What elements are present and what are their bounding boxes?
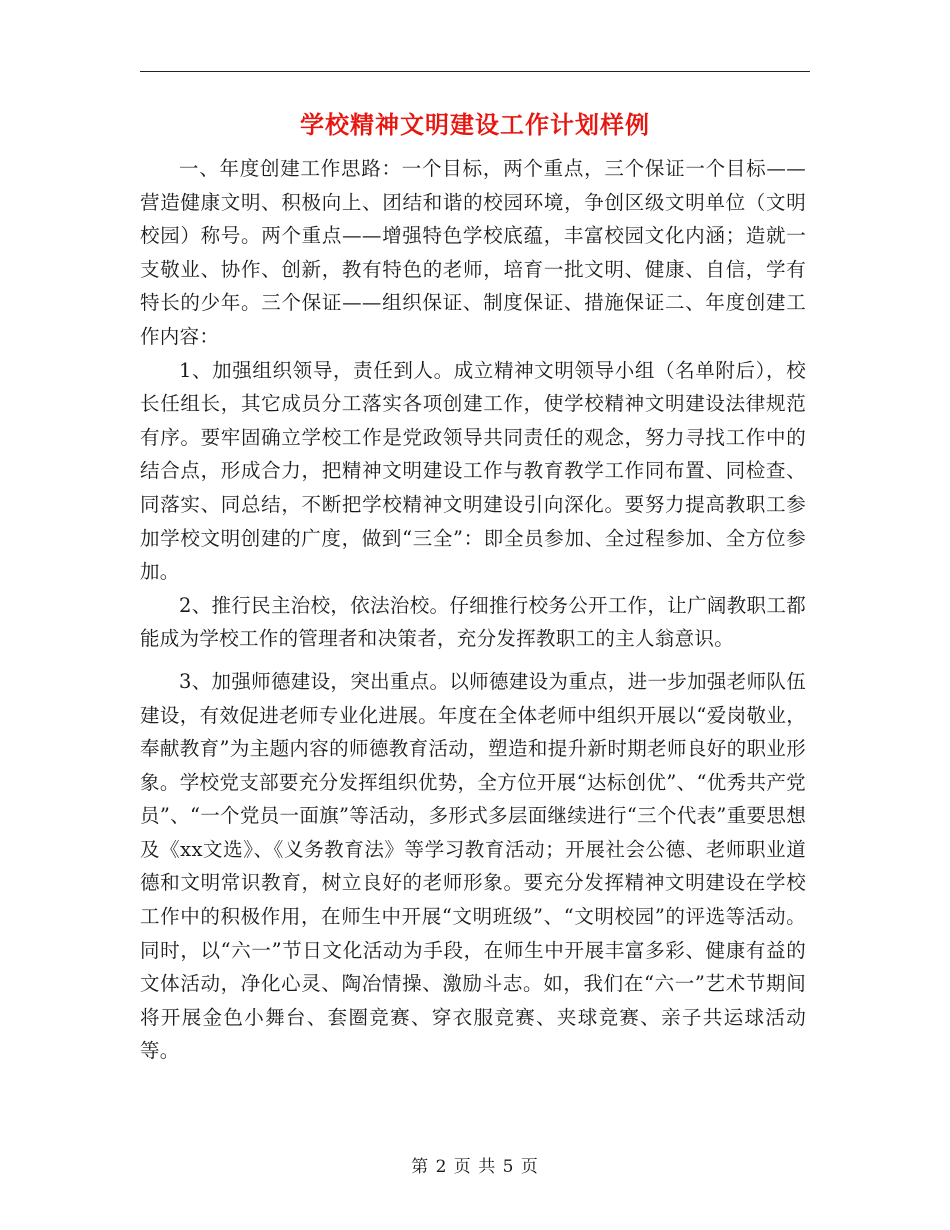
paragraph-teacher-ethics: 3、加强师德建设，突出重点。以师德建设为重点，进一步加强老师队伍建设，有效促进老师专业化进展。年度在全体老师中组织开展以“爱岗敬业，奉献教育”为主题内容的师德教育活动，塑造和提升新时期老师良好的职业形象。学校党支部要充分发挥组织优势，全方位开展“达标创优”、“优秀共产党员”、“一个党员一面旗”等活动，多形式多层面继续进行“三个代表”重要思想及《xx文选》、《义务教育法》等学习教育活动；开展社会公德、老师职业道德和文明常识教育，树立良好的老师形象。要充分发挥精神文明建设在学校工作中的积极作用，在师生中开展“文明班级”、“文明校园”的评选等活动。同时，以“六一”节日文化活动为手段，在师生中开展丰富多彩、健康有益的文体活动，净化心灵、陶冶情操、激励斗志。如，我们在“六一”艺术节期间将开展金色小舞台、套圈竞赛、穿衣服竞赛、夹球竞赛、亲子共运球活动等。: [140, 669, 806, 1063]
paragraph-democratic-governance: 2、推行民主治校，依法治校。仔细推行校务公开工作，让广阔教职工都能成为学校工作的管理者和决策者，充分发挥教职工的主人翁意识。: [140, 593, 806, 651]
header-rule: [140, 71, 810, 72]
paragraph-work-ideas: 一、年度创建工作思路：一个目标，两个重点，三个保证一个目标——营造健康文明、积极向上、团结和谐的校园环境，争创区级文明单位（文明校园）称号。两个重点——增强特色学校底蕴，丰富校园文化内涵；造就一支敬业、协作、创新，教有特色的老师，培育一批文明、健康、自信，学有特长的少年。三个保证——组织保证、制度保证、措施保证二、年度创建工作内容：: [140, 157, 806, 348]
document-title: 学校精神文明建设工作计划样例: [300, 110, 650, 139]
page-number: 第 2 页 共 5 页: [411, 1157, 539, 1177]
paragraph-organization: 1、加强组织领导，责任到人。成立精神文明领导小组（名单附后），校长任组长，其它成员分工落实各项创建工作，使学校精神文明建设法律规范有序。要牢固确立学校工作是党政领导共同责任的观念，努力寻找工作中的结合点，形成合力，把精神文明建设工作与教育教学工作同布置、同检查、同落实、同总结，不断把学校精神文明建设引向深化。要努力提高教职工参加学校文明创建的广度，做到“三全”：即全员参加、全过程参加、全方位参加。: [140, 358, 806, 584]
document-body: [140, 152, 806, 1068]
